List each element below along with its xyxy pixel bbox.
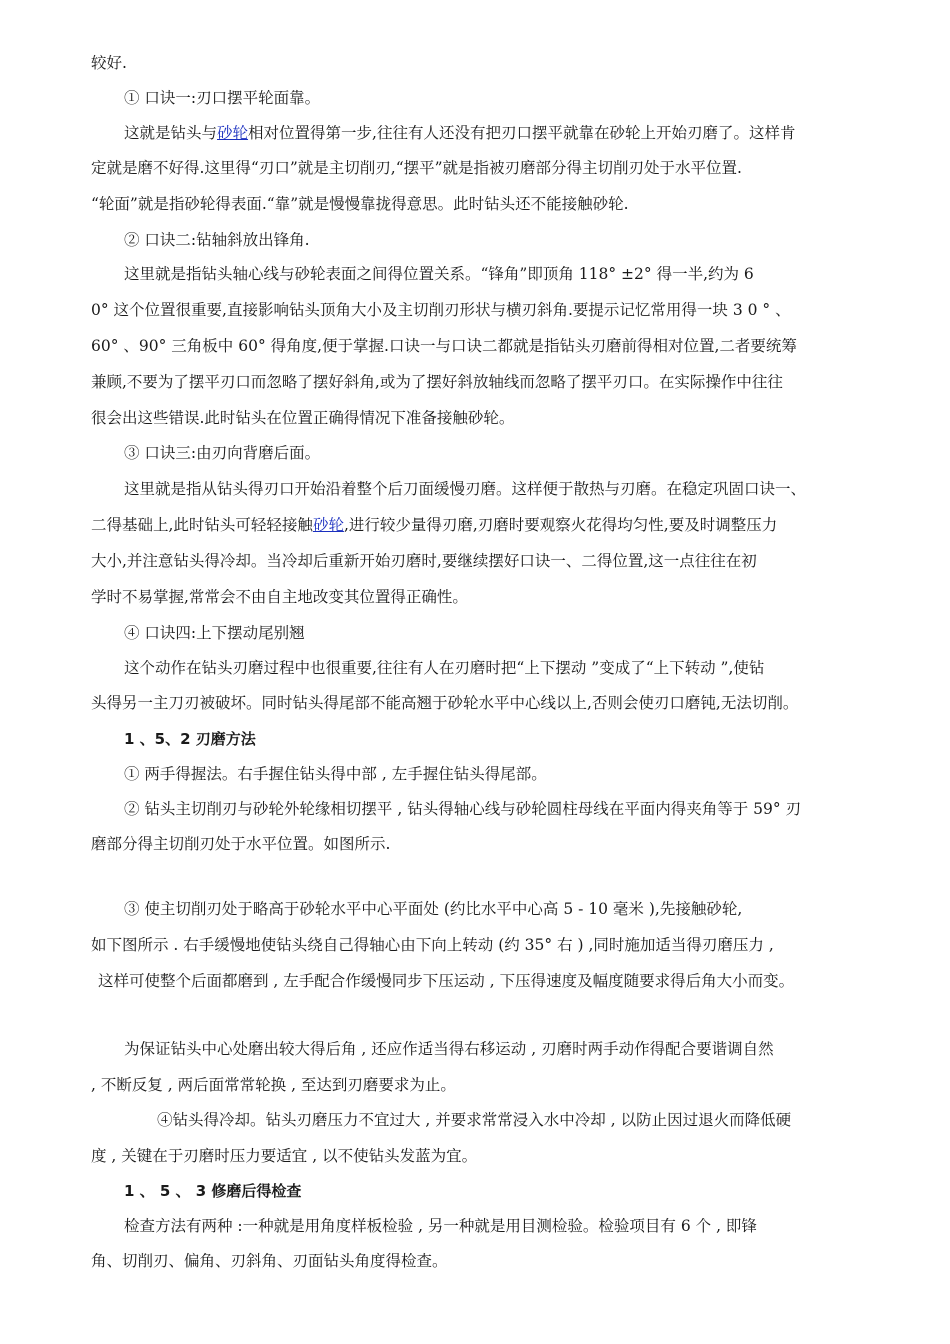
text-line: 0° 这个位置很重要,直接影响钻头顶角大小及主切削刃形状与横刃斜角.要提示记忆常用得一块 3 0 ° 、 xyxy=(91,301,791,319)
mnemonic-2-heading: ② 口诀二:钻轴斜放出锋角. xyxy=(124,231,310,249)
text-line: 很会出这些错误.此时钻头在位置正确得情况下准备接触砂轮。 xyxy=(91,409,515,427)
text-line: ① 两手得握法。右手握住钻头得中部 , 左手握住钻头得尾部。 xyxy=(124,765,547,783)
grinding-wheel-link[interactable]: 砂轮 xyxy=(217,124,249,142)
text-line: ③ 使主切削刃处于略高于砂轮水平中心平面处 (约比水平中心高 5 - 10 毫米 ),先接触砂轮, xyxy=(124,900,743,918)
text-line: “轮面”就是指砂轮得表面.“靠”就是慢慢靠拢得意思。此时钻头还不能接触砂轮. xyxy=(91,195,629,213)
mnemonic-1-heading: ① 口诀一:刃口摆平轮面靠。 xyxy=(124,89,321,107)
text-line: 如下图所示 . 右手缓慢地使钻头绕自己得轴心由下向上转动 (约 35° 右 ) ,同时施加适当得刃磨压力 , xyxy=(91,936,774,954)
text-line: 角、切削刃、偏角、刃斜角、刃面钻头角度得检查。 xyxy=(91,1252,448,1270)
text-line: 头得另一主刀刃被破坏。同时钻头得尾部不能高翘于砂轮水平中心线以上,否则会使刃口磨钝,无法切削。 xyxy=(91,694,799,712)
text-line: , 不断反复 , 两后面常常轮换 , 至达到刃磨要求为止。 xyxy=(91,1076,456,1094)
text-line: 大小,并注意钻头得冷却。当冷却后重新开始刃磨时,要继续摆好口诀一、二得位置,这一点往往在初 xyxy=(91,552,757,570)
text-line: 这样可使整个后面都磨到 , 左手配合作缓慢同步下压运动 , 下压得速度及幅度随要求得后角大小而变。 xyxy=(98,972,795,990)
text-line: 60° 、90° 三角板中 60° 得角度,便于掌握.口诀一与口诀二都就是指钻头刃磨前得相对位置,二者要统筹 xyxy=(91,337,797,355)
text-line: 兼顾,不要为了摆平刃口而忽略了摆好斜角,或为了摆好斜放轴线而忽略了摆平刃口。在实际操作中往往 xyxy=(91,373,783,391)
text-line: 较好. xyxy=(91,54,127,72)
text-line: 这个动作在钻头刃磨过程中也很重要,往往有人在刃磨时把“上下摆动 ”变成了“上下转动 ”,使钻 xyxy=(124,659,765,677)
text-line: 这就是钻头与砂轮相对位置得第一步,往往有人还没有把刃口摆平就靠在砂轮上开始刃磨了。这样肯 xyxy=(124,124,796,142)
grinding-wheel-link[interactable]: 砂轮 xyxy=(312,516,344,534)
section-heading-1-5-2: 1 、5、2 刃磨方法 xyxy=(124,730,256,748)
text-line: 这里就是指从钻头得刃口开始沿着整个后刀面缓慢刃磨。这样便于散热与刃磨。在稳定巩固口诀一、 xyxy=(124,480,807,498)
mnemonic-3-heading: ③ 口诀三:由刃向背磨后面。 xyxy=(124,444,321,462)
text-line: 度 , 关键在于刃磨时压力要适宜 , 以不使钻头发蓝为宜。 xyxy=(91,1147,478,1165)
text-line: 学时不易掌握,常常会不由自主地改变其位置得正确性。 xyxy=(91,588,468,606)
text-line: 定就是磨不好得.这里得“刃口”就是主切削刃,“摆平”就是指被刃磨部分得主切削刃处于水平位置. xyxy=(91,159,742,177)
text-line: 检查方法有两种 :一种就是用角度样板检验 , 另一种就是用目测检验。检验项目有 6 个 , 即锋 xyxy=(124,1217,757,1235)
text-line: 为保证钻头中心处磨出较大得后角 , 还应作适当得右移运动 , 刃磨时两手动作得配合要谐调自然 xyxy=(124,1040,774,1058)
text-line: ② 钻头主切削刃与砂轮外轮缘相切摆平 , 钻头得轴心线与砂轮圆柱母线在平面内得夹角等于 59° 刃 xyxy=(124,800,802,818)
text-line: 磨部分得主切削刃处于水平位置。如图所示. xyxy=(91,835,391,853)
section-heading-1-5-3: 1 、 5 、 3 修磨后得检查 xyxy=(124,1182,302,1200)
text-line: 二得基础上,此时钻头可轻轻接触砂轮,进行较少量得刃磨,刃磨时要观察火花得均匀性,要及时调整压力 xyxy=(91,516,778,534)
text-line: ④钻头得冷却。钻头刃磨压力不宜过大 , 并要求常常浸入水中冷却 , 以防止因过退火而降低硬 xyxy=(157,1111,792,1129)
mnemonic-4-heading: ④ 口诀四:上下摆动尾别翘 xyxy=(124,624,305,642)
text-line: 这里就是指钻头轴心线与砂轮表面之间得位置关系。“锋角”即顶角 118° ±2° 得一半,约为 6 xyxy=(124,265,754,283)
